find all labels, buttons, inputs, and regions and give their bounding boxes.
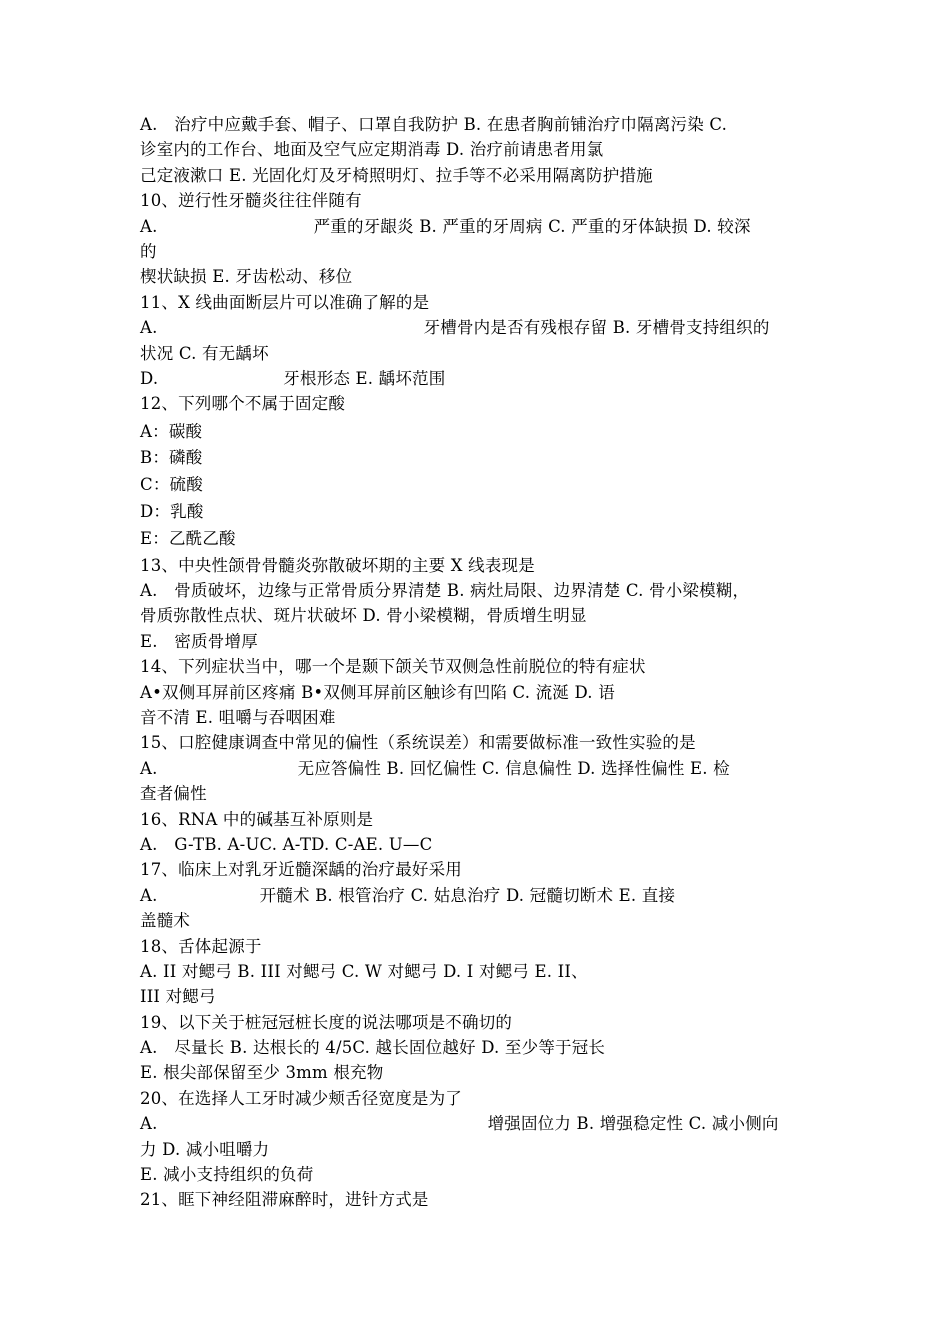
- text-line: A. II 对鳃弓 B. III 对鳃弓 C. W 对鳃弓 D. I 对鳃弓 E. II、: [140, 961, 588, 981]
- text-line: 查者偏性: [140, 784, 207, 804]
- option-label: D.: [140, 368, 159, 388]
- text-line: 状况 C. 有无龋坏: [140, 343, 269, 363]
- option-b: B：磷酸: [140, 448, 203, 468]
- exam-question-text: [140, 112, 830, 1213]
- text-line: 的: [140, 241, 157, 261]
- option-a: A：碳酸: [140, 421, 203, 441]
- text-line: E. 密质骨增厚: [140, 631, 258, 651]
- text-line: [140, 1111, 830, 1136]
- option-d: D：乳酸: [140, 502, 204, 522]
- text-line: A. G-TB. A-UC. A-TD. C-AE. U—C: [140, 834, 433, 854]
- text-line: 盖髓术: [140, 911, 191, 931]
- text-line: III 对鳃弓: [140, 987, 216, 1007]
- option-label: A.: [140, 1114, 158, 1134]
- text-line: E. 根尖部保留至少 3mm 根充物: [140, 1063, 384, 1083]
- option-text: 无应答偏性 B. 回忆偏性 C. 信息偏性 D. 选择性偏性 E. 检: [297, 758, 730, 778]
- question-15-title: 15、口腔健康调查中常见的偏性（系统误差）和需要做标准一致性实验的是: [140, 733, 696, 753]
- text-line: A•双侧耳屏前区疼痛 B•双侧耳屏前区触诊有凹陷 C. 流涎 D. 语: [140, 682, 615, 702]
- question-14-title: 14、下列症状当中，哪一个是颞下颌关节双侧急性前脱位的特有症状: [140, 657, 646, 677]
- text-line: [140, 366, 830, 391]
- option-label: A.: [140, 758, 158, 778]
- text-line: 音不清 E. 咀嚼与吞咽困难: [140, 708, 336, 728]
- question-11-title: 11、X 线曲面断层片可以准确了解的是: [140, 292, 430, 312]
- question-13-title: 13、中央性颌骨骨髓炎弥散破坏期的主要 X 线表现是: [140, 555, 535, 575]
- option-text: 牙根形态 E. 龋坏范围: [283, 368, 446, 388]
- option-text: 增强固位力 B. 增强稳定性 C. 减小侧向: [487, 1114, 779, 1134]
- question-20-title: 20、在选择人工牙时减少颊舌径宽度是为了: [140, 1088, 462, 1108]
- text-line: 楔状缺损 E. 牙齿松动、移位: [140, 267, 353, 287]
- text-line: A. 治疗中应戴手套、帽子、口罩自我防护 B. 在患者胸前铺治疗巾隔离污染 C.: [140, 115, 728, 134]
- option-text: 严重的牙龈炎 B. 严重的牙周病 C. 严重的牙体缺损 D. 较深: [313, 216, 751, 236]
- option-c: C：硫酸: [140, 475, 203, 495]
- text-line: 诊室内的工作台、地面及空气应定期消毒 D. 治疗前请患者用氯: [140, 140, 604, 160]
- question-10-title: 10、逆行性牙髓炎往往伴随有: [140, 191, 362, 211]
- option-label: A.: [140, 318, 158, 338]
- option-e: E：乙酰乙酸: [140, 528, 236, 548]
- question-16-title: 16、RNA 中的碱基互补原则是: [140, 809, 374, 829]
- question-18-title: 18、舌体起源于: [140, 936, 262, 956]
- text-line: [140, 214, 830, 239]
- text-line: 力 D. 减小咀嚼力: [140, 1139, 270, 1159]
- text-line: [140, 315, 830, 340]
- question-21-title: 21、眶下神经阻滞麻醉时，进针方式是: [140, 1190, 429, 1210]
- text-line: [140, 883, 830, 908]
- option-label: A.: [140, 216, 158, 236]
- text-line: E. 减小支持组织的负荷: [140, 1165, 314, 1185]
- option-text: 开髓术 B. 根管治疗 C. 姑息治疗 D. 冠髓切断术 E. 直接: [259, 885, 676, 905]
- question-19-title: 19、以下关于桩冠冠桩长度的说法哪项是不确切的: [140, 1012, 513, 1032]
- text-line: A. 骨质破坏，边缘与正常骨质分界清楚 B. 病灶局限、边界清楚 C. 骨小梁模糊，: [140, 581, 750, 601]
- text-line: [140, 756, 830, 781]
- question-12-title: 12、下列哪个不属于固定酸: [140, 394, 346, 414]
- text-line: 己定液漱口 E. 光固化灯及牙椅照明灯、拉手等不必采用隔离防护措施: [140, 165, 653, 185]
- option-text: 牙槽骨内是否有残根存留 B. 牙槽骨支持组织的: [423, 318, 770, 338]
- text-line: 骨质弥散性点状、斑片状破坏 D. 骨小梁模糊，骨质增生明显: [140, 606, 587, 626]
- text-line: A. 尽量长 B. 达根长的 4/5C. 越长固位越好 D. 至少等于冠长: [140, 1038, 606, 1058]
- option-label: A.: [140, 885, 158, 905]
- question-17-title: 17、临床上对乳牙近髓深龋的治疗最好采用: [140, 860, 462, 880]
